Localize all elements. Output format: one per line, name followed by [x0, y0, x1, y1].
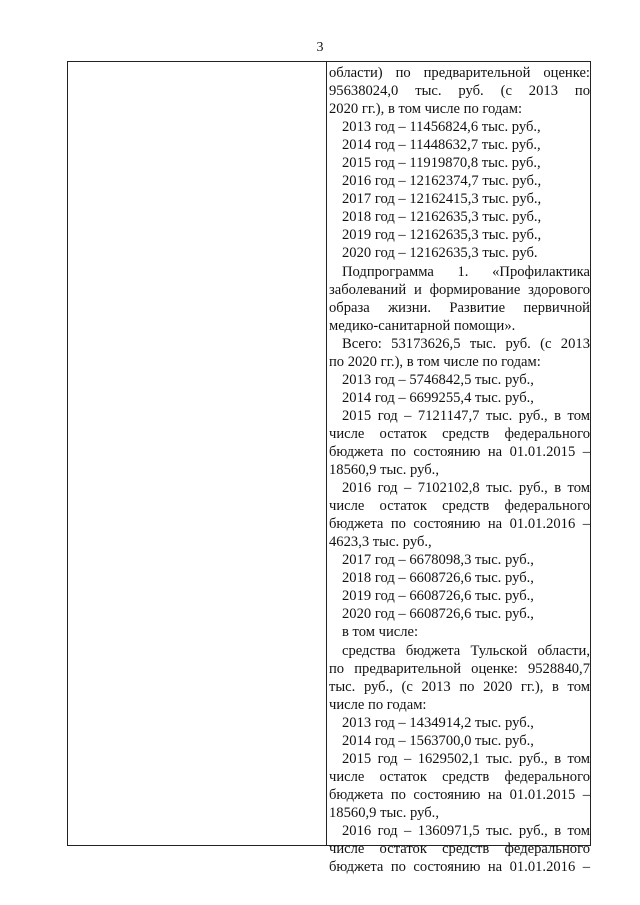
text-line: 2014 год – 6699255,4 тыс. руб.,	[342, 389, 534, 406]
text-line: 2013 год – 1434914,2 тыс. руб.,	[342, 714, 534, 731]
text-line: 2019 год – 6608726,6 тыс. руб.,	[342, 588, 534, 605]
text-line: Всего: 53173626,5 тыс. руб. (с 2013	[342, 335, 590, 352]
text-line: 4623,3 тыс. руб.,	[329, 534, 432, 551]
text-line: 18560,9 тыс. руб.,	[329, 804, 439, 821]
text-line: 2018 год – 6608726,6 тыс. руб.,	[342, 570, 534, 587]
text-line: 2017 год – 12162415,3 тыс. руб.,	[342, 191, 542, 208]
text-line: 2014 год – 1563700,0 тыс. руб.,	[342, 732, 534, 749]
financing-description-cell	[329, 64, 590, 876]
text-line: 2020 год – 6608726,6 тыс. руб.,	[342, 606, 534, 623]
page-number: 3	[316, 40, 324, 55]
text-line: 2019 год – 12162635,3 тыс. руб.,	[342, 227, 542, 244]
text-line: медико-санитарной помощи».	[329, 317, 516, 334]
text-line: Подпрограмма 1. «Профилактика	[342, 263, 590, 280]
text-line: по 2020 гг.), в том числе по годам:	[329, 353, 541, 370]
text-line: 2014 год – 11448632,7 тыс. руб.,	[342, 137, 541, 154]
text-line: числе остаток средств федерального	[329, 841, 590, 858]
text-line: 2015 год – 11919870,8 тыс. руб.,	[342, 155, 541, 172]
text-line: 95638024,0 тыс. руб. (с 2013 по	[329, 83, 590, 100]
text-line: 2015 год – 7121147,7 тыс. руб., в том	[342, 407, 590, 424]
text-line: области) по предварительной оценке:	[329, 65, 590, 81]
text-line: 2017 год – 6678098,3 тыс. руб.,	[342, 552, 534, 569]
text-line: бюджета по состоянию на 01.01.2015 –	[329, 443, 590, 460]
text-line: 18560,9 тыс. руб.,	[329, 462, 439, 479]
text-line: числе остаток средств федерального	[329, 425, 590, 442]
text-line: бюджета по состоянию на 01.01.2016 –	[329, 859, 590, 876]
text-line: тыс. руб., (с 2013 по 2020 гг.), в том	[329, 678, 590, 695]
text-line: в том числе:	[342, 624, 419, 641]
text-line: числе остаток средств федерального	[329, 768, 590, 785]
financing-table	[67, 61, 591, 876]
text-line: средства бюджета Тульской области,	[342, 642, 590, 659]
text-line: 2016 год – 7102102,8 тыс. руб., в том	[342, 480, 590, 497]
text-line: 2020 гг.), в том числе по годам:	[329, 101, 523, 118]
text-line: 2015 год – 1629502,1 тыс. руб., в том	[342, 750, 590, 767]
column-divider	[326, 62, 327, 845]
text-line: 2016 год – 1360971,5 тыс. руб., в том	[342, 822, 590, 839]
text-line: 2013 год – 11456824,6 тыс. руб.,	[342, 119, 541, 136]
text-line: заболеваний и формирование здорового	[329, 281, 590, 298]
text-line: числе остаток средств федерального	[329, 498, 590, 515]
text-line: бюджета по состоянию на 01.01.2015 –	[329, 786, 590, 803]
text-line: 2018 год – 12162635,3 тыс. руб.,	[342, 209, 542, 226]
text-line: 2013 год – 5746842,5 тыс. руб.,	[342, 371, 534, 388]
text-line: бюджета по состоянию на 01.01.2016 –	[329, 516, 590, 533]
text-line: числе по годам:	[329, 696, 427, 713]
text-line: по предварительной оценке: 9528840,7	[329, 660, 590, 677]
text-line: 2020 год – 12162635,3 тыс. руб.	[342, 245, 538, 262]
text-line: образа жизни. Развитие первичной	[329, 299, 590, 316]
text-line: 2016 год – 12162374,7 тыс. руб.,	[342, 173, 542, 190]
